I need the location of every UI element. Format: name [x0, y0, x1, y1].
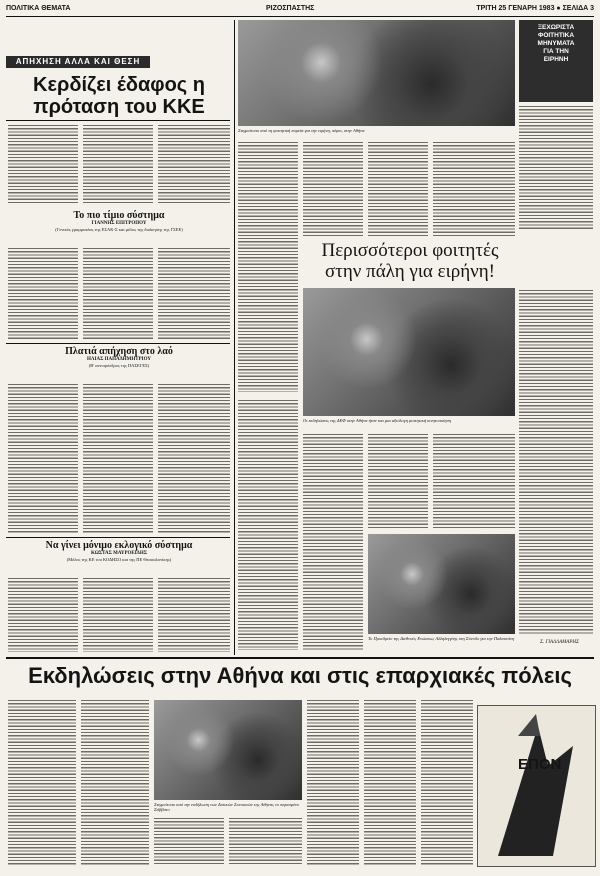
body-text — [238, 400, 298, 650]
side-box-line: ΜΗΝΥΜΑΤΑ — [537, 40, 575, 47]
photo-caption: Στιγμιότυπο από τη φοιτητική πορεία για την ειρήνη, πέρσι, στην Αθήνα — [238, 128, 365, 133]
subheading-author: ΚΩΣΤΑΣ ΜΑΥΡΟΕΙΔΗΣ — [91, 551, 147, 556]
divider — [6, 120, 230, 121]
article-signature: Σ. ΓΙΑΛΛΑΜΑΡΗΣ — [540, 640, 579, 645]
body-text — [83, 248, 153, 340]
body-text — [158, 125, 230, 205]
body-text — [421, 700, 473, 866]
subheading-role: (Β' αντιπρόεδρος της ΠΑΣΕΓΕΣ) — [88, 363, 150, 368]
divider — [6, 537, 230, 538]
body-text — [8, 700, 76, 866]
issue-date-page: ΤΡΙΤΗ 25 ΓΕΝΑΡΗ 1983 ● ΣΕΛΙΔΑ 3 — [476, 5, 594, 12]
subheading-author: ΗΛΙΑΣ ΠΑΠΑΔΗΜΗΤΡΙΟΥ — [87, 357, 151, 362]
poster-label: ΕΠΟΝ — [518, 756, 562, 773]
body-text — [519, 106, 593, 231]
poster-flame — [518, 714, 540, 736]
body-text — [154, 818, 224, 866]
column-rule — [234, 20, 235, 655]
body-text — [158, 248, 230, 340]
body-text — [83, 384, 153, 534]
body-text — [433, 142, 515, 237]
body-text — [8, 578, 78, 652]
epon-poster — [477, 705, 596, 867]
body-text — [229, 818, 302, 866]
main-headline-line-2: στην πάλη για ειρήνη! — [324, 261, 495, 282]
photo-event — [154, 700, 302, 800]
photo-presidium — [368, 534, 515, 634]
photo-caption: Οι εκδηλώσεις της ΔΕΦ στην Αθήνα ήταν και μια αξιόλογη φοιτητική κινητοποίηση — [303, 418, 452, 423]
body-text — [303, 434, 363, 650]
poster-figure — [498, 726, 573, 856]
article-kicker: ΑΠΗΧΗΣΗ ΑΛΛΑ ΚΑΙ ΘΕΣΗ — [6, 56, 150, 68]
headline-left — [8, 74, 230, 118]
divider — [6, 343, 230, 344]
subheading-1 — [8, 210, 230, 232]
body-text — [307, 700, 359, 866]
bottom-headline: Εκδηλώσεις στην Αθήνα και στις επαρχιακές πόλεις — [28, 663, 572, 688]
subheading-role: (Γενικός γραμματέας της ΕΣΑΚ-Σ και μέλος της διοίκησης της ΓΣΕΕ) — [55, 227, 183, 232]
body-text — [238, 142, 298, 392]
main-headline — [305, 240, 515, 282]
poster-graphic — [478, 706, 595, 866]
body-text — [81, 700, 149, 866]
side-box-line: ΓΙΑ ΤΗΝ — [543, 48, 569, 55]
subheading-title: Το πιο τίμιο σύστημα — [73, 210, 165, 221]
photo-caption: Στιγμιότυπο από την εκδήλωση των Δυτικών Συνοικιών της Αθήνας το περασμένο Σάββατο — [154, 802, 300, 812]
side-box-line: ΕΙΡΗΝΗ — [543, 56, 569, 63]
subheading-title: Να γίνει μόνιμο εκλογικό σύστημα — [45, 540, 193, 551]
body-text — [433, 434, 515, 530]
subheading-author: ΓΙΑΝΝΗΣ ΕΠΙΤΡΟΠΟΥ — [91, 221, 147, 226]
body-text — [8, 248, 78, 340]
side-box-line: ΦΟΙΤΗΤΙΚΑ — [537, 32, 575, 39]
photo-student-rally — [303, 288, 515, 416]
page-header — [6, 4, 594, 17]
body-text — [519, 290, 593, 635]
body-text — [83, 125, 153, 205]
body-text — [364, 700, 416, 866]
subheading-2 — [8, 346, 230, 368]
body-text — [368, 142, 428, 237]
newspaper-name: ΡΙΖΟΣΠΑΣΤΗΣ — [266, 5, 315, 12]
subheading-title: Πλατιά απήχηση στο λαό — [65, 346, 173, 357]
body-text — [303, 142, 363, 237]
side-box — [519, 20, 593, 102]
photo-caption: Το Προεδρείο της Διεθνούς Ενώσεως Αλληλεγγύης στη Σύνοδο για την Παλαιστίνη — [368, 636, 515, 641]
divider — [6, 657, 594, 659]
photo-student-march — [238, 20, 515, 126]
body-text — [83, 578, 153, 652]
subheading-role: (Μέλος της ΚΕ του ΚΟΔΗΣΟ και της ΠΕ Θεσσαλονίκης) — [66, 557, 172, 562]
headline-line-1: Κερδίζει έδαφος η — [33, 74, 205, 96]
body-text — [368, 434, 428, 530]
body-text — [8, 125, 78, 205]
side-box-line: ΞΕΧΩΡΙΣΤΑ — [537, 24, 575, 31]
subheading-3 — [8, 540, 230, 562]
body-text — [158, 384, 230, 534]
body-text — [158, 578, 230, 652]
section-name: ΠΟΛΙΤΙΚΑ ΘΕΜΑΤΑ — [6, 5, 71, 12]
main-headline-line-1: Περισσότεροι φοιτητές — [321, 240, 499, 261]
body-text — [8, 384, 78, 534]
headline-line-2: πρόταση του ΚΚΕ — [33, 96, 205, 118]
